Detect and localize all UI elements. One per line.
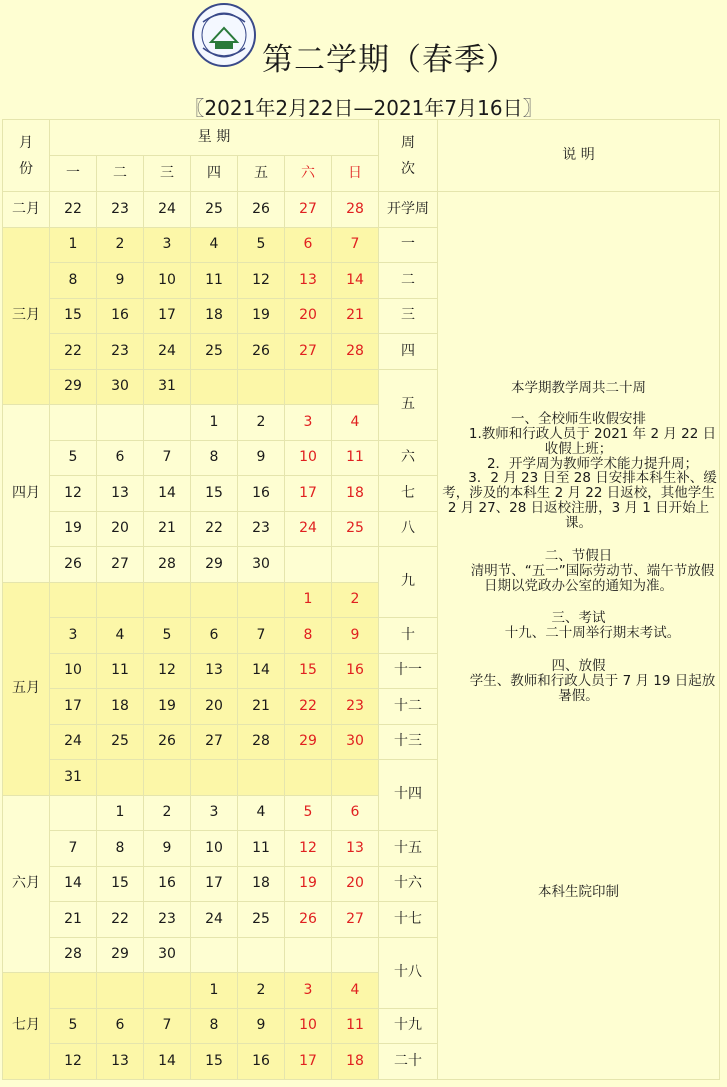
day-cell: 10 [50,653,97,689]
day-cell: 12 [238,263,285,299]
week-number: 十四 [379,760,438,831]
note-paragraph: 清明节、“五一”国际劳动节、端午节放假日期以党政办公室的通知为准。 [470,562,715,594]
day-cell: 14 [144,1044,191,1080]
day-cell [97,582,144,618]
signature-note: 本科生院印制 [538,883,619,900]
section-title: 四、放假 [551,658,606,675]
day-cell: 8 [50,263,97,299]
day-cell [332,760,379,796]
day-cell: 16 [144,866,191,902]
day-cell: 9 [238,440,285,476]
day-cell: 6 [285,227,332,263]
day-cell: 31 [50,760,97,796]
day-cell [191,760,238,796]
note-paragraph: 3．2 月 23 日至 28 日安排本科生补、缓考，涉及的本科生 2 月 22 日返校，其他学生 2 月 27、28 日返校注册，3 月 1 日开始上课。 [442,470,717,531]
day-cell [332,547,379,583]
week-number: 十八 [379,937,438,1008]
day-cell: 18 [191,298,238,334]
day-cell: 3 [285,973,332,1009]
week-number: 十九 [379,1008,438,1044]
day-cell: 21 [332,298,379,334]
day-cell: 19 [144,689,191,725]
day-cell [97,405,144,441]
day-cell [285,369,332,405]
semester-calendar-table [2,119,720,1080]
day-cell: 15 [97,866,144,902]
day-cell [285,547,332,583]
month-label: 五月 [3,582,50,795]
day-cell: 18 [332,1044,379,1080]
weekday-header: 一 [50,156,97,192]
day-cell: 21 [238,689,285,725]
day-cell: 19 [50,511,97,547]
notes-panel [438,192,720,1080]
day-cell: 30 [97,369,144,405]
day-cell [144,760,191,796]
day-cell: 2 [238,405,285,441]
day-cell: 10 [285,440,332,476]
day-cell: 24 [191,902,238,938]
day-cell: 29 [50,369,97,405]
day-cell: 18 [97,689,144,725]
day-cell: 25 [332,511,379,547]
week-number: 十 [379,618,438,654]
month-label: 六月 [3,795,50,973]
day-cell [191,369,238,405]
day-cell: 10 [144,263,191,299]
week-number: 二十 [379,1044,438,1080]
total-weeks-note: 本学期教学周共二十周 [511,380,646,397]
day-cell: 25 [238,902,285,938]
day-cell: 4 [191,227,238,263]
day-cell: 16 [238,1044,285,1080]
day-cell: 23 [144,902,191,938]
day-cell: 31 [144,369,191,405]
week-number: 十三 [379,724,438,760]
week-number: 三 [379,298,438,334]
day-cell [50,405,97,441]
day-cell: 18 [332,476,379,512]
month-label: 四月 [3,405,50,583]
week-number: 七 [379,476,438,512]
day-cell: 7 [144,440,191,476]
day-cell [97,973,144,1009]
day-cell: 27 [285,192,332,228]
day-cell: 11 [97,653,144,689]
section-title: 三、考试 [551,610,606,627]
day-cell: 22 [285,689,332,725]
day-cell: 8 [285,618,332,654]
week-number: 六 [379,440,438,476]
day-cell [144,973,191,1009]
day-cell: 12 [50,1044,97,1080]
day-cell [50,582,97,618]
week-number: 八 [379,511,438,547]
day-cell: 3 [50,618,97,654]
semester-date-range: 〖2021年2月22日—2021年7月16日〗 [184,96,543,120]
week-number: 十六 [379,866,438,902]
day-cell [285,760,332,796]
day-cell: 15 [191,1044,238,1080]
day-cell: 1 [285,582,332,618]
section-title: 二、节假日 [544,547,613,564]
day-cell: 4 [238,795,285,831]
week-number: 十二 [379,689,438,725]
day-cell: 12 [50,476,97,512]
day-cell: 24 [50,724,97,760]
day-cell: 5 [50,1008,97,1044]
week-number: 四 [379,334,438,370]
month-label: 七月 [3,973,50,1080]
day-cell: 9 [97,263,144,299]
day-cell: 5 [50,440,97,476]
day-cell: 13 [191,653,238,689]
day-cell: 26 [238,192,285,228]
day-cell: 29 [285,724,332,760]
day-cell: 8 [191,1008,238,1044]
day-cell: 28 [332,334,379,370]
day-cell: 12 [144,653,191,689]
day-cell [238,937,285,973]
day-cell: 17 [191,866,238,902]
day-cell: 28 [238,724,285,760]
day-cell [238,760,285,796]
day-cell: 6 [191,618,238,654]
note-paragraph: 十九、二十周举行期末考试。 [504,625,681,642]
day-cell: 11 [238,831,285,867]
day-cell: 15 [191,476,238,512]
day-cell: 14 [332,263,379,299]
day-cell: 25 [191,192,238,228]
day-cell: 24 [285,511,332,547]
day-cell: 23 [238,511,285,547]
weekday-header: 三 [144,156,191,192]
day-cell: 20 [191,689,238,725]
day-cell: 2 [238,973,285,1009]
week-number: 五 [379,369,438,440]
day-cell: 9 [144,831,191,867]
day-cell [332,369,379,405]
day-cell: 29 [191,547,238,583]
day-cell: 28 [50,937,97,973]
day-cell: 26 [285,902,332,938]
day-cell: 6 [97,1008,144,1044]
day-cell: 26 [50,547,97,583]
day-cell: 5 [238,227,285,263]
day-cell: 27 [191,724,238,760]
day-cell: 11 [191,263,238,299]
day-cell: 22 [97,902,144,938]
day-cell: 14 [238,653,285,689]
day-cell: 13 [97,476,144,512]
day-cell: 4 [97,618,144,654]
calendar-week-row [3,192,720,228]
day-cell: 15 [50,298,97,334]
day-cell: 17 [285,1044,332,1080]
day-cell: 20 [97,511,144,547]
day-cell: 30 [238,547,285,583]
day-cell: 22 [50,334,97,370]
day-cell [50,795,97,831]
day-cell: 24 [144,192,191,228]
day-cell: 23 [97,192,144,228]
day-cell: 11 [332,1008,379,1044]
week-number: 九 [379,547,438,618]
day-cell: 12 [285,831,332,867]
university-logo [191,2,257,68]
day-cell: 5 [144,618,191,654]
day-cell: 17 [50,689,97,725]
notes-column-header: 说 明 [438,120,720,192]
day-cell: 14 [144,476,191,512]
week-number: 十五 [379,831,438,867]
day-cell: 16 [238,476,285,512]
day-cell: 11 [332,440,379,476]
day-cell: 3 [144,227,191,263]
day-cell: 30 [332,724,379,760]
day-cell: 27 [97,547,144,583]
day-cell: 27 [332,902,379,938]
day-cell [191,582,238,618]
day-cell: 17 [144,298,191,334]
day-cell: 3 [285,405,332,441]
day-cell [97,760,144,796]
day-cell: 29 [97,937,144,973]
week-number: 十一 [379,653,438,689]
day-cell: 3 [191,795,238,831]
day-cell: 17 [285,476,332,512]
day-cell: 26 [238,334,285,370]
day-cell: 10 [191,831,238,867]
day-cell: 1 [191,405,238,441]
day-cell: 8 [97,831,144,867]
day-cell [285,937,332,973]
day-cell: 23 [332,689,379,725]
day-cell: 25 [191,334,238,370]
day-cell [332,937,379,973]
day-cell: 16 [97,298,144,334]
day-cell: 10 [285,1008,332,1044]
month-label: 三月 [3,227,50,405]
day-cell: 1 [50,227,97,263]
day-cell: 20 [332,866,379,902]
month-label: 二月 [3,192,50,228]
weekday-header: 六 [285,156,332,192]
day-cell: 9 [238,1008,285,1044]
week-column-header: 周次 [379,120,438,192]
day-cell: 14 [50,866,97,902]
day-cell: 4 [332,405,379,441]
day-cell: 28 [144,547,191,583]
weekday-header: 日 [332,156,379,192]
day-cell [144,405,191,441]
day-cell: 2 [144,795,191,831]
day-cell [144,582,191,618]
note-paragraph: 1.教师和行政人员于 2021 年 2 月 22 日收假上班； [468,425,717,457]
day-cell: 21 [144,511,191,547]
day-cell: 18 [238,866,285,902]
day-cell: 28 [332,192,379,228]
day-cell: 16 [332,653,379,689]
day-cell: 4 [332,973,379,1009]
day-cell: 2 [97,227,144,263]
day-cell: 22 [191,511,238,547]
week-number: 十七 [379,902,438,938]
day-cell [238,582,285,618]
weekday-header: 五 [238,156,285,192]
week-number: 一 [379,227,438,263]
day-cell: 2 [332,582,379,618]
day-cell: 8 [191,440,238,476]
day-cell: 7 [238,618,285,654]
day-cell: 7 [332,227,379,263]
note-paragraph: 2．开学周为教师学术能力提升周； [486,455,699,472]
day-cell: 24 [144,334,191,370]
day-cell: 6 [97,440,144,476]
week-number: 开学周 [379,192,438,228]
section-title: 一、全校师生收假安排 [511,411,646,428]
day-cell: 22 [50,192,97,228]
month-column-header: 月份 [3,120,50,192]
day-cell: 21 [50,902,97,938]
day-cell [50,973,97,1009]
day-cell: 23 [97,334,144,370]
day-cell: 7 [144,1008,191,1044]
day-cell: 5 [285,795,332,831]
day-cell: 25 [97,724,144,760]
day-cell: 20 [285,298,332,334]
day-cell [238,369,285,405]
day-cell: 19 [285,866,332,902]
day-cell: 1 [191,973,238,1009]
weekday-header: 四 [191,156,238,192]
day-cell: 15 [285,653,332,689]
day-cell: 13 [97,1044,144,1080]
day-cell: 1 [97,795,144,831]
day-cell: 9 [332,618,379,654]
day-cell: 13 [285,263,332,299]
day-cell [191,937,238,973]
day-cell: 27 [285,334,332,370]
weekday-header: 二 [97,156,144,192]
day-cell: 26 [144,724,191,760]
day-cell: 13 [332,831,379,867]
week-number: 二 [379,263,438,299]
weekday-group-header: 星 期 [50,120,379,156]
day-cell: 19 [238,298,285,334]
note-paragraph: 学生、教师和行政人员于 7 月 19 日起放暑假。 [469,672,716,704]
day-cell: 6 [332,795,379,831]
page-title: 第二学期（春季） [262,42,518,78]
day-cell: 7 [50,831,97,867]
day-cell: 30 [144,937,191,973]
